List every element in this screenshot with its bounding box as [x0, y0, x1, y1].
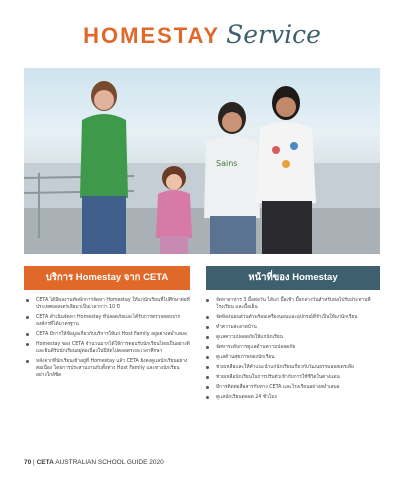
bullet-icon	[206, 336, 209, 339]
list-item	[26, 358, 190, 379]
bullet-icon	[206, 376, 209, 379]
list-item	[26, 331, 190, 338]
bullet-icon	[26, 360, 29, 363]
list-item-text: จัดห้องนอนส่วนตัวพร้อมเครื่องนอนและอุปกรณ์ที่จำเป็นให้แก่นักเรียน	[216, 315, 358, 320]
shirt-text: Sains	[216, 159, 238, 168]
page-title	[0, 20, 404, 49]
list-item	[26, 341, 190, 355]
list-item	[206, 324, 376, 331]
list-item-text: มีการติดต่อสื่อสารกับทาง CETA และโรงเรียนอย่างสม่ำเสมอ	[216, 385, 340, 390]
bullet-icon	[206, 326, 209, 329]
list-item	[206, 344, 376, 351]
bullet-icon	[206, 366, 209, 369]
list-item	[26, 297, 190, 311]
list-item-text: ช่วยเหลือและให้คำแนะนำแก่นักเรียนเกี่ยวกับวัฒนธรรมออสเตรเลีย	[216, 365, 354, 370]
bullet-icon	[206, 386, 209, 389]
list-item-text: ดูแลด้านสุขภาพของนักเรียน	[216, 355, 275, 360]
list-item	[206, 384, 376, 391]
list-item	[206, 334, 376, 341]
bullet-icon	[26, 316, 29, 319]
bullet-icon	[206, 356, 209, 359]
list-item-text: CETA ดำเนินจัดหา Homestay ที่ปลอดภัยและได้รับการตรวจสอบจากองค์กรที่ได้มาตรฐาน	[36, 315, 181, 327]
list-item-text: จัดหาระดับการดูแลด้านความปลอดภัย	[216, 345, 296, 350]
bullet-icon	[26, 299, 29, 302]
title-heading: HOMESTAY	[83, 23, 221, 48]
left-bullet-list	[26, 297, 190, 382]
bullet-icon	[206, 316, 209, 319]
right-section-header: หน้าที่ของ Homestay	[206, 266, 380, 290]
footer-separator: |	[33, 459, 35, 466]
footer-guide-title: AUSTRALIAN SCHOOL GUIDE 2020	[55, 459, 164, 466]
page-number: 70	[24, 459, 32, 466]
list-item	[26, 314, 190, 328]
list-item	[206, 374, 376, 381]
right-bullet-list	[206, 297, 376, 404]
bullet-icon	[26, 343, 29, 346]
list-item-text: CETA มีการให้ข้อมูลเกี่ยวกับบริการให้แก่ Host Family อยู่อย่างสม่ำเสมอ	[36, 332, 187, 337]
list-item	[206, 394, 376, 401]
list-item-text: Homestay ของ CETA จำนวนมากได้ให้การตอบรับนักเรียนไทยเป็นอย่างดีและยินดีรับนักเรียนอยู่ต่อเนื่องในปีถัดไปตลอดระยะเวลาศึกษา	[36, 342, 190, 354]
bullet-icon	[206, 346, 209, 349]
bullet-icon	[206, 396, 209, 399]
list-item-text: CETA ได้มีผลงานทัพพักการจัดหา Homestay ให้แก่นักเรียนที่ไปศึกษาต่อที่ประเทศออสเตรเลียมาเป็นเวลากว่า 10 ปี	[36, 298, 190, 310]
list-item-text: ช่วยเหลือนักเรียนในการปรับตัวเข้ากับการใช้ชีวิตในต่างแดน	[216, 375, 340, 380]
page-footer	[24, 459, 164, 466]
bullet-icon	[206, 299, 209, 302]
list-item-text: ดูแลนักเรียนตลอด 24 ชั่วโมง	[216, 395, 277, 400]
list-item	[206, 297, 376, 311]
list-item-text: ทำความสะอาดบ้าน	[216, 325, 257, 330]
bullet-icon	[26, 333, 29, 336]
list-item-text: ดูแลความปลอดภัยให้แก่นักเรียน	[216, 335, 283, 340]
family-photo	[24, 68, 380, 254]
left-section-header: บริการ Homestay จาก CETA	[24, 266, 190, 290]
list-item-text: หลังจากที่นักเรียนเข้าอยู่ที่ Homestay แล้ว CETA ยังคงดูแลนักเรียนอย่างต่อเนื่อง โดยการประสานงานกับทั้งทาง Host Family และทางนักเรียนอย่างใกล้ชิด	[36, 359, 188, 378]
footer-brand: CETA	[36, 459, 54, 466]
list-item	[206, 354, 376, 361]
list-item-text: จัดหาอาหาร 3 มื้อต่อวัน ได้แก่ มื้อเช้า มื้อกลางวันสำหรับห่อไปรับประทานที่โรงเรียน และมื้อเย็น	[216, 298, 371, 310]
list-item	[206, 364, 376, 371]
title-script: Service	[226, 20, 321, 49]
family-illustration	[24, 68, 380, 254]
list-item	[206, 314, 376, 321]
